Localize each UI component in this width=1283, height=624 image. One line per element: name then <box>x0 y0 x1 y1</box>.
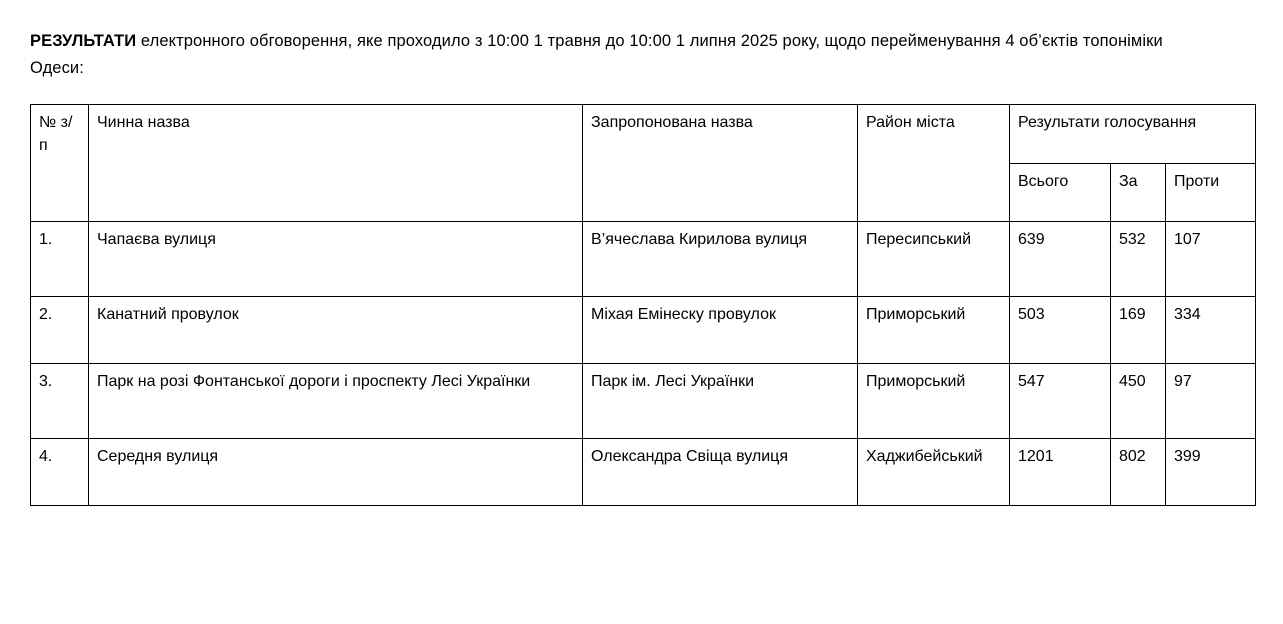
cell-proposed-name: Олександра Свіща вулиця <box>583 439 858 506</box>
cell-against: 107 <box>1166 222 1256 297</box>
cell-proposed-name: Парк ім. Лесі Українки <box>583 364 858 439</box>
table-header <box>31 105 1256 222</box>
cell-district: Приморський <box>858 297 1010 364</box>
cell-num: 3. <box>31 364 89 439</box>
cell-for: 802 <box>1111 439 1166 506</box>
cell-total: 639 <box>1010 222 1111 297</box>
header-district: Район міста <box>858 105 1010 222</box>
cell-current-name: Парк на розі Фонтанської дороги і проспекту Лесі Українки <box>89 364 583 439</box>
cell-against: 399 <box>1166 439 1256 506</box>
intro-lead: РЕЗУЛЬТАТИ <box>30 32 137 50</box>
cell-for: 169 <box>1111 297 1166 364</box>
cell-num: 4. <box>31 439 89 506</box>
table-row <box>31 297 1256 364</box>
intro-paragraph <box>30 28 1190 82</box>
results-table <box>30 104 1256 506</box>
header-voting-results: Результати голосування <box>1010 105 1256 164</box>
table-row <box>31 364 1256 439</box>
table-body <box>31 222 1256 506</box>
header-total: Всього <box>1010 163 1111 222</box>
cell-total: 547 <box>1010 364 1111 439</box>
cell-district: Приморський <box>858 364 1010 439</box>
cell-for: 532 <box>1111 222 1166 297</box>
cell-against: 334 <box>1166 297 1256 364</box>
cell-total: 1201 <box>1010 439 1111 506</box>
cell-district: Хаджибейський <box>858 439 1010 506</box>
cell-against: 97 <box>1166 364 1256 439</box>
cell-num: 2. <box>31 297 89 364</box>
table-row <box>31 439 1256 506</box>
table-header-row-1 <box>31 105 1256 164</box>
cell-current-name: Чапаєва вулиця <box>89 222 583 297</box>
table-row <box>31 222 1256 297</box>
cell-proposed-name: В’ячеслава Кирилова вулиця <box>583 222 858 297</box>
cell-current-name: Канатний провулок <box>89 297 583 364</box>
intro-text: електронного обговорення, яке проходило з 10:00 1 травня до 10:00 1 липня 2025 року, щодо перейменування 4 об’єктів топоніміки Одеси: <box>30 32 1163 77</box>
cell-for: 450 <box>1111 364 1166 439</box>
header-against: Проти <box>1166 163 1256 222</box>
cell-current-name: Середня вулиця <box>89 439 583 506</box>
header-for: За <box>1111 163 1166 222</box>
header-current-name: Чинна назва <box>89 105 583 222</box>
cell-total: 503 <box>1010 297 1111 364</box>
header-num: № з/п <box>31 105 89 222</box>
cell-num: 1. <box>31 222 89 297</box>
header-proposed-name: Запропонована назва <box>583 105 858 222</box>
cell-district: Пересипський <box>858 222 1010 297</box>
cell-proposed-name: Міхая Емінеску провулок <box>583 297 858 364</box>
